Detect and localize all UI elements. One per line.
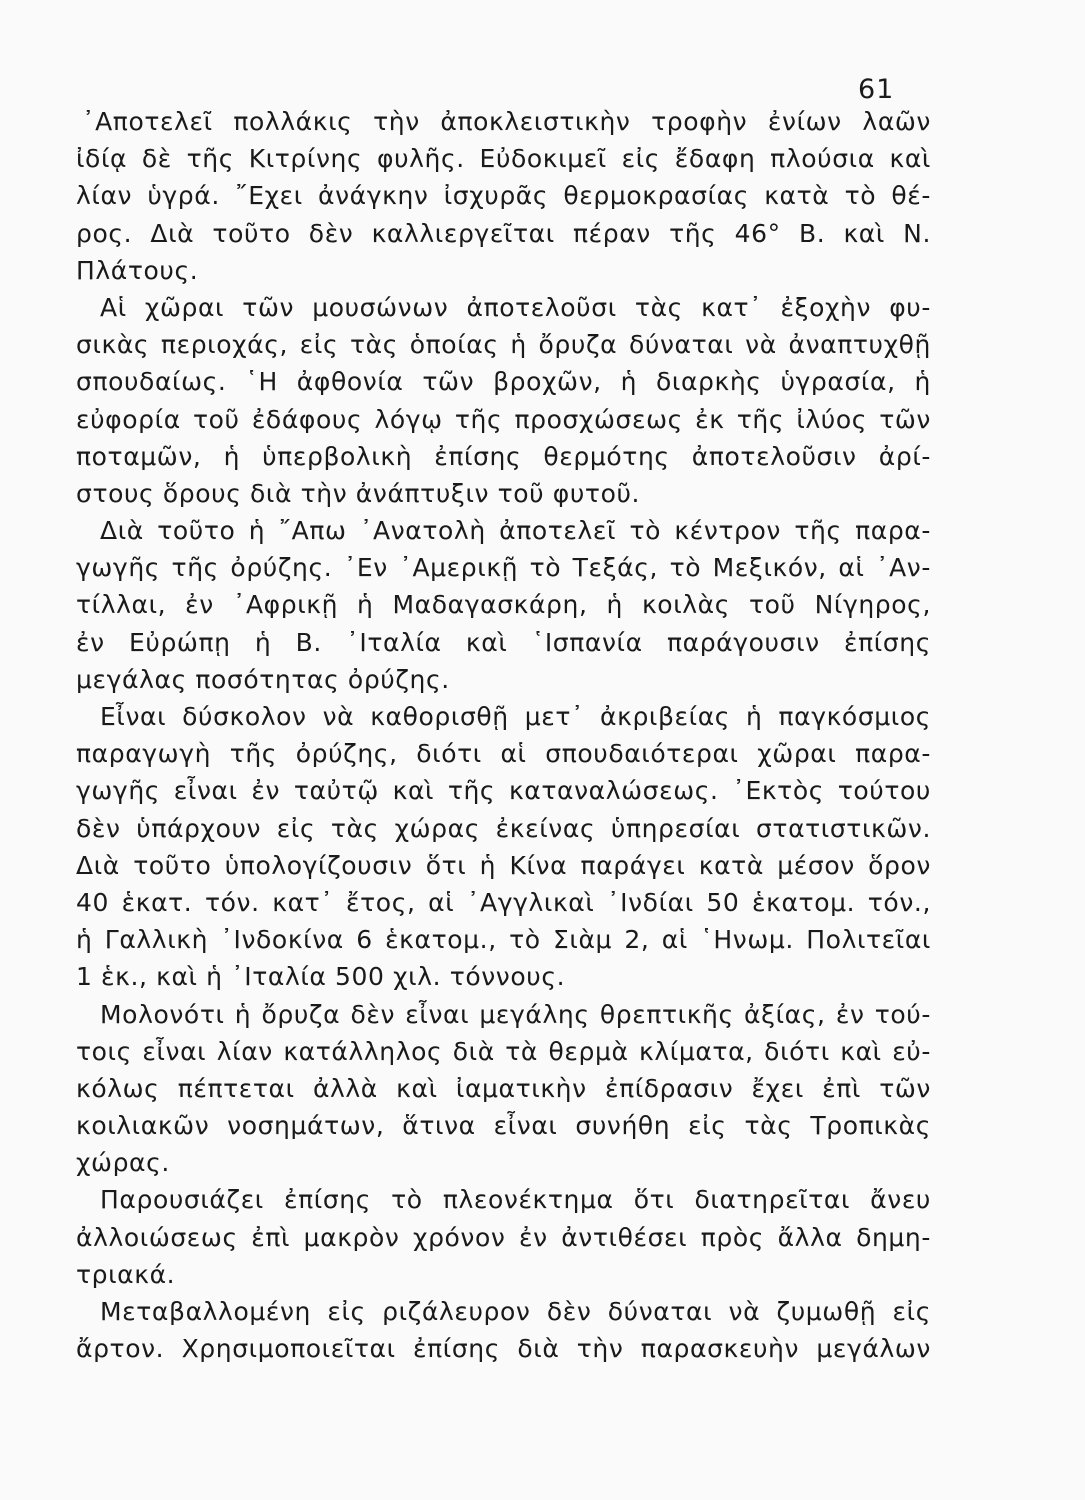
page-number: 61 (858, 74, 895, 105)
text-line: 1 ἑκ., καὶ ἡ ᾿Ιταλία 500 χιλ. τόννους. (76, 962, 566, 992)
text-line: Παρουσιάζει ἐπίσης τὸ πλεονέκτημα ὅτι διατηρεῖται ἄνευ (100, 1185, 931, 1215)
text-line: ἄρτον. Χρησιμοποιεῖται ἐπίσης διὰ τὴν παρασκευὴν μεγάλων (76, 1334, 931, 1364)
paragraph (76, 1293, 931, 1367)
text-line: τριακά. (76, 1259, 176, 1289)
text-line: Εἶναι δύσκολον νὰ καθορισθῇ μετ᾿ ἀκριβείας ἡ παγκόσμιος (100, 702, 931, 731)
text-line: Μεταβαλλομένη εἰς ριζάλευρον δὲν δύναται νὰ ζυμωθῇ εἰς (100, 1297, 931, 1326)
text-line: ἐν Εὐρώπῃ ἡ Β. ᾿Ιταλία καὶ ῾Ισπανία παράγουσιν ἐπίσης (76, 627, 931, 657)
paragraph (76, 289, 931, 512)
text-line: Αἱ χῶραι τῶν μουσώνων ἀποτελοῦσι τὰς κατ᾿ ἐξοχὴν φυ- (100, 292, 931, 322)
text-line: γωγῆς εἶναι ἐν ταὐτῷ καὶ τῆς καταναλώσεως. ᾿Εκτὸς τούτου (76, 776, 931, 806)
text-line: κόλως πέπτεται ἀλλὰ καὶ ἰαματικὴν ἐπίδρασιν ἔχει ἐπὶ τῶν (76, 1073, 931, 1103)
paragraph (76, 512, 931, 698)
text-line: κοιλιακῶν νοσημάτων, ἅτινα εἶναι συνήθη εἰς τὰς Τροπικὰς (76, 1111, 931, 1141)
paragraph (76, 103, 931, 289)
text-line: ποταμῶν, ἡ ὑπερβολικὴ ἐπίσης θερμότης ἀποτελοῦσιν ἀρί- (76, 441, 931, 471)
text-line: παραγωγὴ τῆς ὀρύζης, διότι αἱ σπουδαιότεραι χῶραι παρα- (76, 739, 931, 769)
paragraph (76, 1181, 931, 1293)
text-line: ρος. Διὰ τοῦτο δὲν καλλιεργεῖται πέραν τῆς 46° Β. καὶ Ν. (76, 218, 931, 248)
text-line: στους ὅρους διὰ τὴν ἀνάπτυξιν τοῦ φυτοῦ. (76, 478, 641, 508)
text-line: γωγῆς τῆς ὀρύζης. ᾿Εν ᾿Αμερικῇ τὸ Τεξάς, τὸ Μεξικόν, αἱ ᾿Αν- (76, 553, 931, 583)
text-line: ἰδίᾳ δὲ τῆς Κιτρίνης φυλῆς. Εὐδοκιμεῖ εἰς ἔδαφη πλούσια καὶ (76, 144, 931, 174)
text-line: ᾿Αποτελεῖ πολλάκις τὴν ἀποκλειστικὴν τροφὴν ἐνίων λαῶν (82, 107, 931, 136)
text-line: τίλλαι, ἐν ᾿Αφρικῇ ἡ Μαδαγασκάρη, ἡ κοιλὰς τοῦ Νίγηρος, (76, 590, 931, 620)
text-line: Πλάτους. (76, 255, 199, 285)
text-line: ἀλλοιώσεως ἐπὶ μακρὸν χρόνον ἐν ἀντιθέσει πρὸς ἄλλα δημη- (76, 1222, 931, 1252)
text-line: σπουδαίως. ῾Η ἀφθονία τῶν βροχῶν, ἡ διαρκὴς ὑγρασία, ἡ (76, 367, 931, 397)
text-line: 40 ἑκατ. τόν. κατ᾿ ἔτος, αἱ ᾿Αγγλικαὶ ᾿Ινδίαι 50 ἑκατομ. τόν., (76, 887, 931, 917)
text-line: Μολονότι ἡ ὄρυζα δὲν εἶναι μεγάλης θρεπτικῆς ἀξίας, ἐν τού- (100, 999, 931, 1029)
body-text (76, 103, 931, 1367)
text-line: χώρας. (76, 1148, 170, 1178)
text-line: ἡ Γαλλικὴ ᾿Ινδοκίνα 6 ἑκατομ., τὸ Σιὰμ 2, αἱ ῾Ηνωμ. Πολιτεῖαι (76, 925, 931, 955)
paragraph (76, 996, 931, 1182)
text-line: μεγάλας ποσότητας ὀρύζης. (76, 664, 450, 694)
text-line: δὲν ὑπάρχουν εἰς τὰς χώρας ἐκείνας ὑπηρεσίαι στατιστικῶν. (76, 813, 931, 843)
paragraph (76, 698, 931, 996)
text-line: Διὰ τοῦτο ὑπολογίζουσιν ὅτι ἡ Κίνα παράγει κατὰ μέσον ὅρον (76, 850, 931, 880)
text-line: λίαν ὑγρά. ῎Εχει ἀνάγκην ἰσχυρᾶς θερμοκρασίας κατὰ τὸ θέ- (76, 181, 931, 211)
text-line: σικὰς περιοχάς, εἰς τὰς ὁποίας ἡ ὄρυζα δύναται νὰ ἀναπτυχθῇ (76, 330, 931, 360)
text-line: τοις εἶναι λίαν κατάλληλος διὰ τὰ θερμὰ κλίματα, διότι καὶ εὐ- (76, 1036, 931, 1066)
text-line: εὐφορία τοῦ ἐδάφους λόγῳ τῆς προσχώσεως ἐκ τῆς ἰλύος τῶν (76, 404, 931, 434)
text-line: Διὰ τοῦτο ἡ ῎Απω ᾿Ανατολὴ ἀποτελεῖ τὸ κέντρον τῆς παρα- (100, 516, 931, 546)
